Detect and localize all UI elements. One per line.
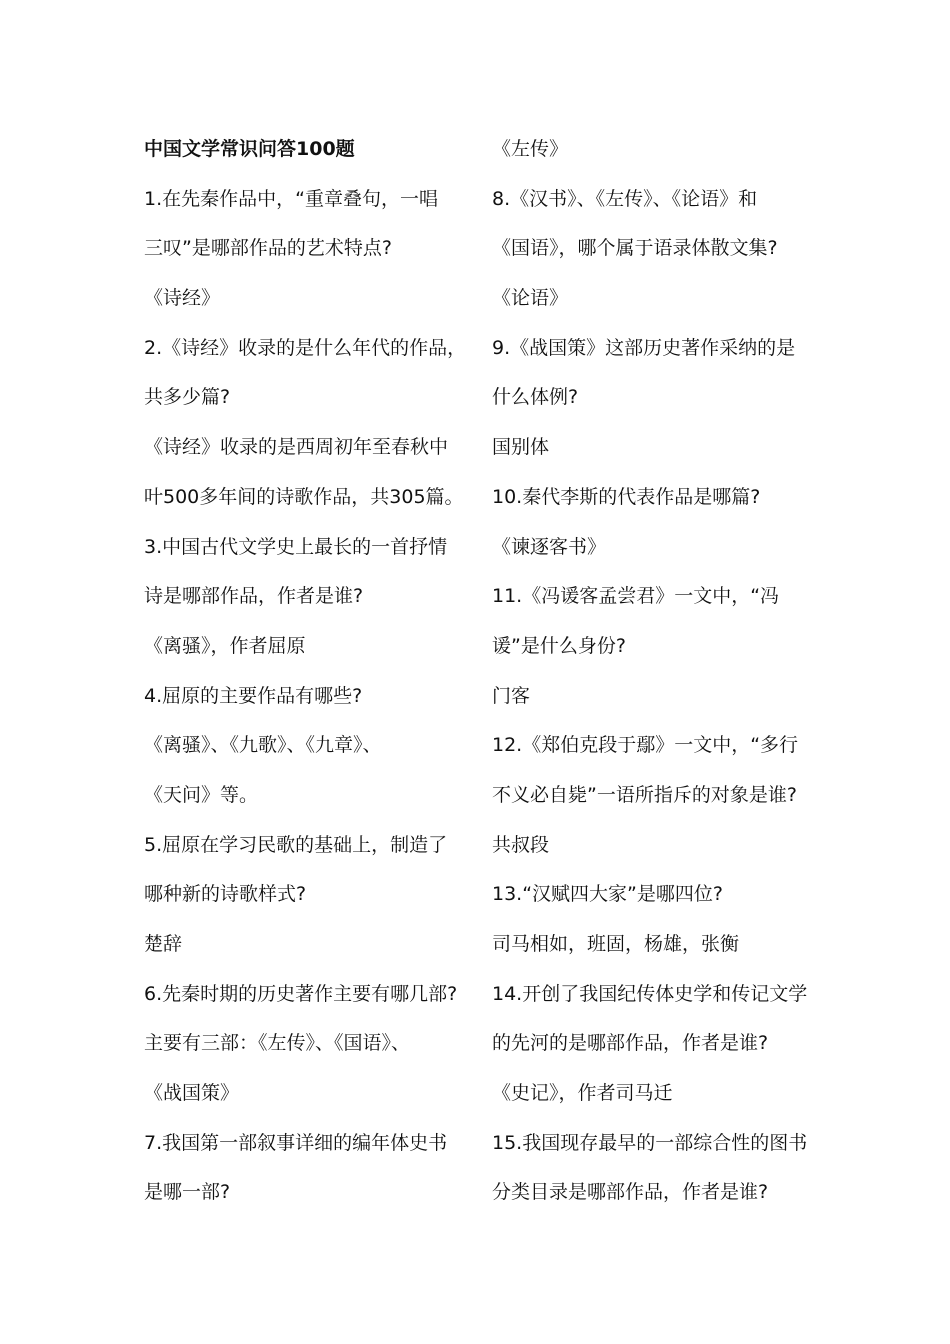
text-line: 2.《诗经》收录的是什么年代的作品， <box>144 336 467 359</box>
text-line: 《天问》等。 <box>144 783 259 806</box>
document-title: 中国文学常识问答100题 <box>144 138 355 160</box>
text-line: 主要有三部：《左传》、《国语》、 <box>144 1032 411 1055</box>
text-line: 3.中国古代文学史上最长的一首抒情 <box>144 535 448 558</box>
text-line: 国别体 <box>492 436 550 459</box>
text-line: 什么体例? <box>492 386 579 409</box>
text-line: 13.“汉赋四大家”是哪四位? <box>492 883 723 906</box>
text-line: 《诗经》 <box>144 287 221 310</box>
left-column <box>144 125 484 1218</box>
text-line: 《离骚》，作者屈原 <box>144 634 306 657</box>
right-column <box>492 125 822 1218</box>
text-line: 8.《汉书》、《左传》、《论语》和 <box>492 187 758 210</box>
text-line: 6.先秦时期的历史著作主要有哪几部? <box>144 982 458 1005</box>
text-line: 是哪一部? <box>144 1181 231 1204</box>
text-line: 《离骚》、《九歌》、《九章》、 <box>144 734 382 757</box>
text-line: 11.《冯谖客孟尝君》一文中，“冯 <box>492 585 780 608</box>
text-line: 《史记》，作者司马迁 <box>492 1082 673 1105</box>
text-line: 《左传》 <box>492 138 569 160</box>
text-line: 《谏逐客书》 <box>492 535 607 558</box>
text-line: 共叔段 <box>492 833 550 856</box>
text-line: 共多少篇? <box>144 386 231 409</box>
text-line: 哪种新的诗歌样式? <box>144 883 307 906</box>
text-line: 《国语》，哪个属于语录体散文集? <box>492 237 778 260</box>
text-line: 15.我国现存最早的一部综合性的图书 <box>492 1131 808 1154</box>
text-line: 《战国策》 <box>144 1082 240 1105</box>
text-line: 叶500多年间的诗歌作品，共305篇。 <box>144 485 464 508</box>
text-line: 《诗经》收录的是西周初年至春秋中 <box>144 436 449 459</box>
text-line: 不义必自毙”一语所指斥的对象是谁? <box>492 783 797 806</box>
text-line: 5.屈原在学习民歌的基础上，制造了 <box>144 833 448 856</box>
text-line: 10.秦代李斯的代表作品是哪篇? <box>492 485 761 508</box>
text-line: 9.《战国策》这部历史著作采纳的是 <box>492 336 796 359</box>
text-line: 1.在先秦作品中，“重章叠句，一唱 <box>144 187 438 210</box>
text-line: 谖”是什么身份? <box>492 634 626 657</box>
text-line: 14.开创了我国纪传体史学和传记文学 <box>492 982 808 1005</box>
text-line: 诗是哪部作品，作者是谁? <box>144 585 364 608</box>
text-line: 门客 <box>492 684 531 707</box>
text-line: 楚辞 <box>144 933 183 955</box>
text-line: 司马相如，班固，杨雄，张衡 <box>492 933 740 955</box>
text-line: 的先河的是哪部作品，作者是谁? <box>492 1032 769 1055</box>
text-line: 12.《郑伯克段于鄢》一文中，“多行 <box>492 734 799 757</box>
text-line: 《论语》 <box>492 287 569 310</box>
text-line: 分类目录是哪部作品，作者是谁? <box>492 1181 769 1204</box>
text-line: 三叹”是哪部作品的艺术特点? <box>144 237 392 260</box>
text-line: 7.我国第一部叙事详细的编年体史书 <box>144 1131 448 1154</box>
text-line: 4.屈原的主要作品有哪些? <box>144 684 363 707</box>
